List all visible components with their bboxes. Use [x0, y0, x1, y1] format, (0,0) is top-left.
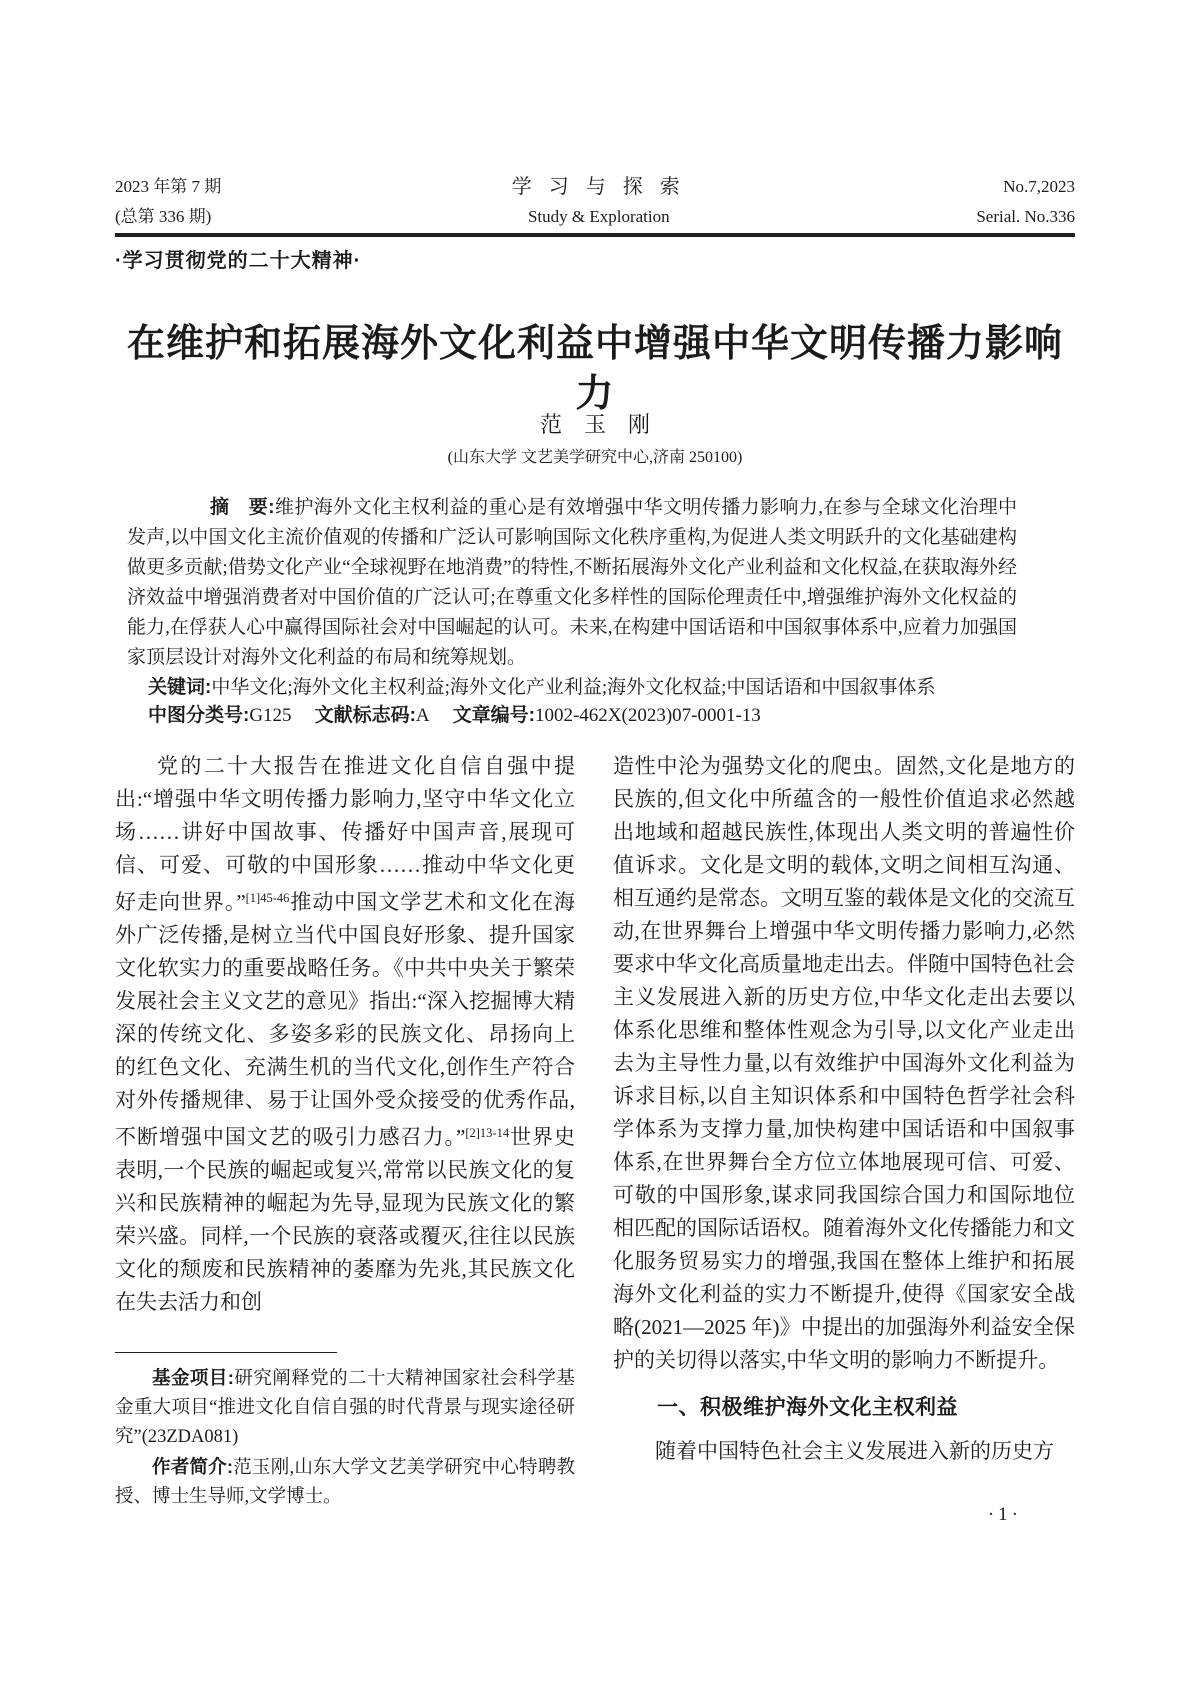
author-name: 范 玉 刚	[539, 412, 650, 437]
body-column-left	[115, 750, 575, 1512]
article-title: 在维护和拓展海外文化利益中增强中华文明传播力影响力	[126, 323, 1063, 416]
issue-cn-line1: 2023 年第 7 期	[115, 177, 222, 196]
abstract-block	[127, 493, 1017, 730]
fund-project-label: 基金项目:	[152, 1367, 234, 1388]
body-left-seg1: 党的二十大报告在推进文化自信自强中提出:“增强中华文明传播力影响力,坚守中华文化立场……讲好中国故事、传播好中国声音,展现可信、可爱、可敬的中国形象……推动中华文化更好走向世界。”	[115, 754, 575, 914]
citation-superscript-2: [2]13-14	[465, 1126, 510, 1140]
abstract-label: 摘 要:	[210, 497, 275, 518]
doc-code-label: 文献标志码:	[314, 705, 416, 726]
journal-name-en: Study & Exploration	[527, 207, 670, 226]
citation-superscript-1: [1]45-46	[245, 891, 290, 905]
author-affiliation: (山东大学 文艺美学研究中心,济南 250100)	[447, 449, 743, 466]
meta-line	[127, 702, 1017, 730]
footnote-rule	[115, 1352, 337, 1353]
keywords-label: 关键词:	[148, 677, 212, 698]
issue-en-line2: Serial. No.336	[976, 207, 1075, 226]
section-heading-1: 一、积极维护海外文化主权利益	[657, 1396, 958, 1419]
body-left-seg3: 世界史表明,一个民族的崛起或复兴,常常以民族文化的复兴和民族精神的崛起为先导,显现为民族文化的繁荣兴盛。同样,一个民族的衰落或覆灭,往往以民族文化的颓废和民族精神的萎靡为先兆,其民族文化在失去活力和创	[115, 1125, 576, 1314]
issue-en-line1: No.7,2023	[1003, 177, 1075, 196]
header-journal-name	[512, 172, 686, 232]
abstract-paragraph	[127, 493, 1017, 673]
fund-project-text: 研究阐释党的二十大精神国家社会科学基金重大项目“推进文化自信自强的时代背景与现实途径研究”(23ZDA081)	[115, 1369, 575, 1447]
keywords-line	[127, 674, 1017, 702]
body-paragraph-right-continuation: 造性中沦为强势文化的爬虫。固然,文化是地方的民族的,但文化中所蕴含的一般性价值追求必然越出地域和超越民族性,体现出人类文明的普遍性价值诉求。文化是文明的载体,文明之间相互沟通、相互通约是常态。文明互鉴的载体是文化的交流互动,在世界舞台上增强中华文明传播力影响力,必然要求中华文化高质量地走出去。伴随中国特色社会主义发展进入新的历史方位,中华文化走出去要以体系化思维和整体性观念为引导,以文化产业走出去为主导性力量,以有效维护中国海外文化利益为诉求目标,以自主知识体系和中国特色哲学社会科学体系为支撑力量,加快构建中国话语和中国叙事体系,在世界舞台全方位立体地展现可信、可爱、可敬的中国形象,谋求同我国综合国力和国际地位相匹配的国际话语权。随着海外文化传播能力和文化服务贸易实力的增强,我国在整体上维护和拓展海外文化利益的实力不断提升,使得《国家安全战略(2021—2025 年)》中提出的加强海外利益安全保护的关切得以落实,中华文明的影响力不断提升。	[613, 754, 1075, 1372]
journal-name-cn: 学 习 与 探 索	[511, 176, 686, 198]
body-paragraph-right-2: 随着中国特色社会主义发展进入新的历史方	[655, 1439, 1054, 1463]
article-no-label: 文章编号:	[452, 705, 535, 726]
fund-project-note	[115, 1363, 575, 1452]
abstract-text: 维护海外文化主权利益的重心是有效增强中华文明传播力影响力,在参与全球文化治理中发声,以中国文化主流价值观的传播和广泛认可影响国际文化秩序重构,为促进人类文明跃升的文化基础建构做更多贡献;借势文化产业“全球视野在地消费”的特性,不断拓展海外文化产业利益和文化权益,在获取海外经济效益中增强消费者对中国价值的广泛认可;在尊重文化多样性的国际伦理责任中,增强维护海外文化权益的能力,在俘获人心中赢得国际社会对中国崛起的认可。未来,在构建中国话语和中国叙事体系中,应着力加强国家顶层设计对海外文化利益的布局和统筹规划。	[127, 497, 1017, 668]
journal-header	[115, 172, 1075, 232]
author-bio-text: 范玉刚,山东大学文艺美学研究中心特聘教授、博士生导师,文学博士。	[115, 1458, 575, 1507]
page-number: ·1·	[987, 1504, 1022, 1525]
body-columns	[115, 750, 1075, 1512]
special-column-label: ·学习贯彻党的二十大精神·	[115, 250, 362, 272]
header-double-rule	[115, 233, 1075, 237]
keywords-text: 中华文化;海外文化主权利益;海外文化产业利益;海外文化权益;中国话语和中国叙事体系	[211, 677, 936, 698]
clc-label: 中图分类号:	[148, 705, 250, 726]
clc-value: G125	[249, 705, 292, 726]
author-bio-note	[115, 1452, 575, 1512]
header-issue-en	[976, 172, 1075, 232]
issue-cn-line2: (总第 336 期)	[115, 207, 212, 226]
header-issue-cn	[115, 172, 221, 232]
article-no-value: 1002-462X(2023)07-0001-13	[534, 705, 761, 726]
body-left-seg2: 推动中国文学艺术和文化在海外广泛传播,是树立当代中国良好形象、提升国家文化软实力的重要战略任务。《中共中央关于繁荣发展社会主义文艺的意见》指出:“深入挖掘博大精深的传统文化、多姿多彩的民族文化、昂扬向上的红色文化、充满生机的当代文化,创作生产符合对外传播规律、易于让国外受众接受的优秀作品,不断增强中国文艺的吸引力感召力。”	[115, 890, 575, 1149]
body-paragraph-left	[115, 750, 575, 1319]
doc-code-value: A	[415, 705, 430, 726]
author-bio-label: 作者简介:	[152, 1456, 234, 1477]
footnotes-block	[115, 1352, 575, 1512]
body-column-right	[613, 750, 1075, 1512]
